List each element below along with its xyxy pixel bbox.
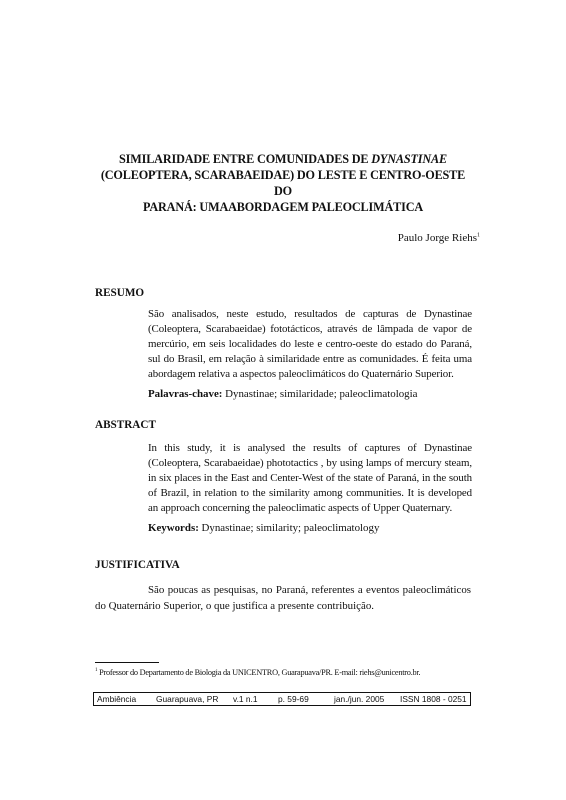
footnote-rule — [95, 662, 159, 663]
footer-city: Guarapuava, PR — [156, 694, 219, 704]
title-line-2: (COLEOPTERA, SCARABAEIDAE) DO LESTE E CENTRO-OESTE DO — [100, 168, 466, 198]
footer-journal: Ambiência — [97, 694, 137, 704]
title-line-1: SIMILARIDADE ENTRE COMUNIDADES DE DYNASTINAE — [119, 152, 447, 166]
title-line-3: PARANÁ: UMAABORDAGEM PALEOCLIMÁTICA — [142, 200, 423, 214]
abstract-keywords-text: Dynastinae; similarity; paleoclimatology — [198, 522, 380, 534]
footnote — [95, 668, 475, 677]
footnote-mark: 1 — [95, 668, 98, 674]
resumo-keywords-text: Dynastinae; similaridade; paleoclimatologia — [222, 388, 418, 400]
title-italic-taxon: DYNASTINAE — [371, 152, 447, 166]
justificativa-heading: JUSTIFICATIVA — [95, 559, 180, 571]
paper-title — [96, 151, 470, 215]
footer-date: jan./jun. 2005 — [334, 694, 385, 704]
justificativa-text: São poucas as pesquisas, no Paraná, referentes a eventos paleoclimáticos do Quaternário Superior, o que justifica a presente contribuição. — [95, 584, 471, 612]
author-footnote-mark: 1 — [477, 232, 480, 239]
footer-issn: ISSN 1808 - 0251 — [400, 694, 467, 704]
footer-volume: v.1 n.1 — [233, 694, 258, 704]
author-name: Paulo Jorge Riehs — [397, 232, 477, 244]
footer-pages: p. 59-69 — [278, 694, 309, 704]
abstract-keywords — [148, 522, 478, 534]
resumo-keywords-label: Palavras-chave: — [148, 388, 223, 400]
journal-footer — [93, 692, 471, 706]
author — [398, 232, 480, 244]
abstract-heading: ABSTRACT — [95, 419, 156, 431]
abstract-keywords-label: Keywords: — [148, 522, 199, 534]
resumo-keywords — [148, 388, 478, 400]
abstract-text: In this study, it is analysed the results of captures of Dynastinae (Coleoptera, Scarabaeidae) phototactics , by using lamps of mercury steam, in six places in the East and Center-West of the state of Paraná, in the south of Brazil, in relation to the similarity among communities. It is developed an approach concerning the paleoclimatic aspects of Upper Quaternary. — [148, 442, 472, 514]
resumo-heading: RESUMO — [95, 287, 145, 299]
resumo-text: São analisados, neste estudo, resultados de capturas de Dynastinae (Coleoptera, Scarabaeidae) fototácticos, através de lâmpada de vapor de mercúrio, em seis localidades do leste e centro-oeste do estado do Paraná, sul do Brasil, em relação à similaridade entre as comunidades. É feita uma abordagem relativa a aspectos paleoclimáticos do Quaternário Superior. — [148, 308, 472, 380]
footnote-text: Professor do Departamento de Biologia da UNICENTRO, Guarapuava/PR. E-mail: riehs@unicentro.br. — [97, 668, 421, 677]
